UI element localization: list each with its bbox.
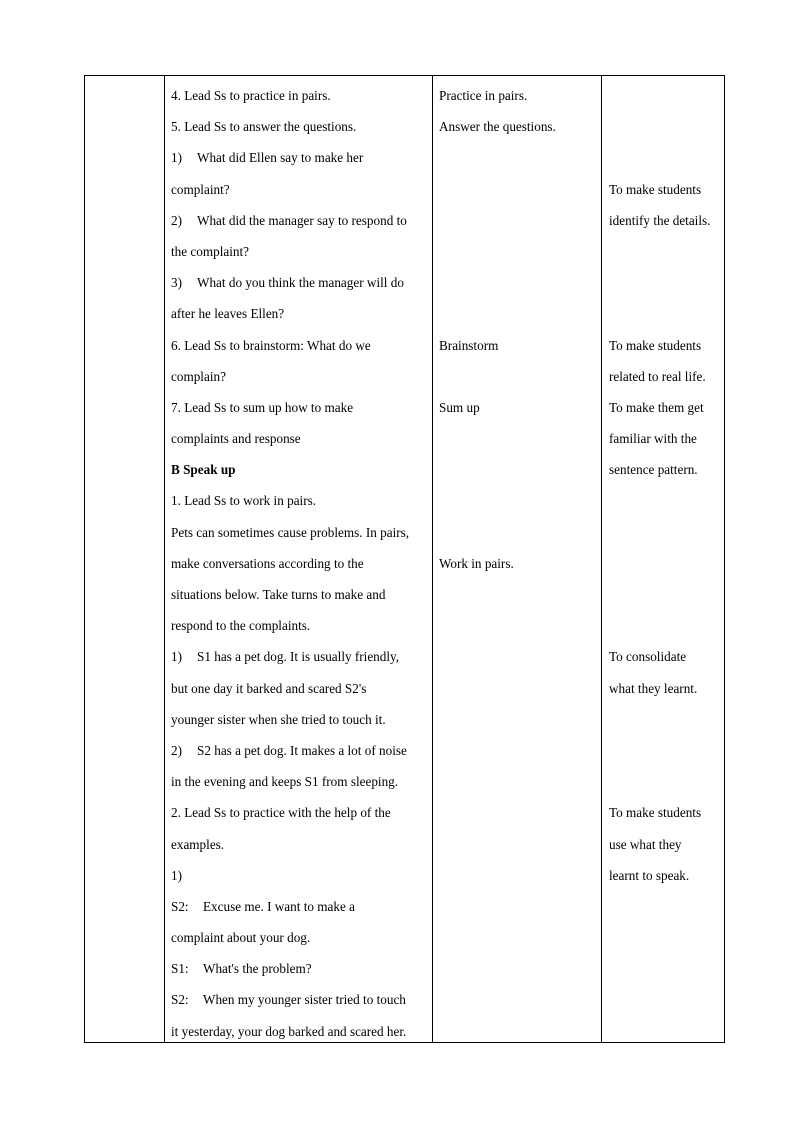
- student-activity-line: [439, 174, 601, 205]
- teacher-activity-line: [171, 766, 432, 797]
- line-text: 4. Lead Ss to practice in pairs.: [171, 88, 331, 103]
- teacher-activity-line: [171, 610, 432, 641]
- teacher-activity-line: [171, 485, 432, 516]
- purpose-line: [609, 673, 725, 704]
- line-text: respond to the complaints.: [171, 618, 311, 634]
- purpose-line: [609, 704, 725, 735]
- line-text: examples.: [171, 836, 225, 852]
- line-text: Brainstorm: [439, 337, 499, 353]
- item-number: 3): [171, 275, 182, 291]
- line-text: Answer the questions.: [439, 119, 556, 135]
- student-activity-line: [439, 548, 601, 579]
- student-activity-line: [439, 392, 601, 423]
- purpose-line: [609, 454, 725, 485]
- line-text: Excuse me. I want to make a: [203, 898, 355, 914]
- student-activity-column: [433, 80, 601, 579]
- student-activity-line: [439, 361, 601, 392]
- teacher-activity-line: [171, 423, 432, 454]
- teacher-activity-line: [171, 236, 432, 267]
- purpose-line: [609, 142, 725, 173]
- speaker-label: S2:: [171, 992, 189, 1008]
- teacher-activity-line: [171, 860, 432, 891]
- purpose-line: [609, 829, 725, 860]
- purpose-line: [609, 111, 725, 142]
- teacher-activity-line: [171, 548, 432, 579]
- student-activity-line: [439, 205, 601, 236]
- line-text: To make students: [609, 337, 702, 353]
- line-text: 7. Lead Ss to sum up how to make: [171, 399, 354, 415]
- line-text: familiar with the: [609, 431, 697, 447]
- line-text: 5. Lead Ss to answer the questions.: [171, 119, 357, 135]
- line-text: use what they: [609, 836, 682, 852]
- teacher-activity-line: [171, 517, 432, 548]
- line-text: complaints and response: [171, 431, 301, 447]
- line-text: 2. Lead Ss to practice with the help of the: [171, 805, 391, 821]
- line-text: the complaint?: [171, 243, 249, 259]
- line-text: complaint?: [171, 181, 230, 197]
- line-text: Practice in pairs.: [439, 88, 528, 103]
- purpose-line: [609, 579, 725, 610]
- line-text: S2 has a pet dog. It makes a lot of noise: [197, 742, 407, 758]
- student-activity-line: [439, 80, 601, 111]
- teacher-activity-line: [171, 205, 432, 236]
- teacher-activity-line: [171, 641, 432, 672]
- line-text: 1): [171, 867, 182, 883]
- student-activity-line: [439, 330, 601, 361]
- student-activity-line: [439, 423, 601, 454]
- line-text: Pets can sometimes cause problems. In pairs,: [171, 524, 410, 540]
- purpose-line: [609, 548, 725, 579]
- line-text: identify the details.: [609, 212, 711, 228]
- student-activity-line: [439, 485, 601, 516]
- line-text: situations below. Take turns to make and: [171, 587, 386, 602]
- purpose-line: [609, 517, 725, 548]
- teacher-activity-line: [171, 922, 432, 953]
- line-text: To make students: [609, 805, 702, 821]
- purpose-line: [609, 392, 725, 423]
- line-text: what they learnt.: [609, 680, 698, 696]
- line-text: What did Ellen say to make her: [197, 150, 364, 166]
- purpose-line: [609, 423, 725, 454]
- teacher-activity-line: [171, 80, 432, 111]
- teacher-activity-line: [171, 298, 432, 329]
- line-text: 6. Lead Ss to brainstorm: What do we: [171, 337, 371, 353]
- purpose-line: [609, 361, 725, 392]
- teacher-activity-line: [171, 704, 432, 735]
- student-activity-line: [439, 267, 601, 298]
- item-number: 1): [171, 150, 182, 166]
- line-text: learnt to speak.: [609, 867, 690, 883]
- line-text: When my younger sister tried to touch: [203, 992, 406, 1008]
- student-activity-line: [439, 517, 601, 548]
- purpose-line: [609, 174, 725, 205]
- teacher-activity-line: [171, 735, 432, 766]
- purpose-line: [609, 298, 725, 329]
- teacher-activity-line: [171, 829, 432, 860]
- line-text: Work in pairs.: [439, 555, 514, 571]
- student-activity-line: [439, 111, 601, 142]
- line-text: after he leaves Ellen?: [171, 306, 285, 322]
- teacher-activity-line: [171, 797, 432, 828]
- teacher-activity-line: [171, 454, 432, 485]
- teacher-activity-line: [171, 111, 432, 142]
- student-activity-line: [439, 298, 601, 329]
- line-text: To make them get: [609, 399, 704, 415]
- line-text: What's the problem?: [203, 961, 312, 977]
- line-text: it yesterday, your dog barked and scared her.: [171, 1023, 407, 1039]
- teacher-activity-line: [171, 953, 432, 984]
- line-text: What did the manager say to respond to: [197, 212, 407, 228]
- line-text: make conversations according to the: [171, 555, 364, 571]
- purpose-line: [609, 641, 725, 672]
- teacher-activity-line: [171, 330, 432, 361]
- purpose-line: [609, 610, 725, 641]
- line-text: sentence pattern.: [609, 462, 698, 478]
- line-text: What do you think the manager will do: [197, 275, 404, 291]
- teacher-activity-line: [171, 984, 432, 1015]
- item-number: 2): [171, 742, 182, 758]
- teacher-activity-line: [171, 579, 432, 610]
- purpose-line: [609, 80, 725, 111]
- line-text: complain?: [171, 368, 226, 384]
- purpose-line: [609, 735, 725, 766]
- line-text: To consolidate: [609, 649, 687, 665]
- line-text: but one day it barked and scared S2's: [171, 680, 367, 696]
- teacher-activity-line: [171, 392, 432, 423]
- purpose-line: [609, 860, 725, 891]
- lesson-plan-table: [84, 75, 725, 1043]
- purpose-line: [609, 797, 725, 828]
- item-number: 2): [171, 212, 182, 228]
- item-number: 1): [171, 649, 182, 665]
- line-text: S1 has a pet dog. It is usually friendly,: [197, 649, 400, 665]
- speaker-label: S1:: [171, 961, 189, 977]
- teacher-activity-line: [171, 361, 432, 392]
- purpose-column: [602, 80, 725, 891]
- teacher-activity-line: [171, 891, 432, 922]
- teacher-activity-line: [171, 673, 432, 704]
- teacher-activity-column: [165, 80, 432, 1047]
- teacher-activity-line: [171, 174, 432, 205]
- purpose-line: [609, 485, 725, 516]
- student-activity-line: [439, 236, 601, 267]
- line-text: younger sister when she tried to touch it.: [171, 711, 386, 727]
- purpose-line: [609, 766, 725, 797]
- purpose-line: [609, 236, 725, 267]
- speaker-label: S2:: [171, 898, 189, 914]
- student-activity-line: [439, 142, 601, 173]
- line-text: in the evening and keeps S1 from sleeping.: [171, 774, 399, 790]
- line-text: B Speak up: [171, 462, 236, 478]
- purpose-line: [609, 267, 725, 298]
- line-text: Sum up: [439, 399, 480, 415]
- teacher-activity-line: [171, 142, 432, 173]
- purpose-line: [609, 330, 725, 361]
- line-text: To make students: [609, 181, 702, 197]
- student-activity-line: [439, 454, 601, 485]
- line-text: complaint about your dog.: [171, 930, 311, 946]
- teacher-activity-line: [171, 1016, 432, 1047]
- line-text: 1. Lead Ss to work in pairs.: [171, 493, 317, 509]
- teacher-activity-line: [171, 267, 432, 298]
- purpose-line: [609, 205, 725, 236]
- line-text: related to real life.: [609, 368, 706, 384]
